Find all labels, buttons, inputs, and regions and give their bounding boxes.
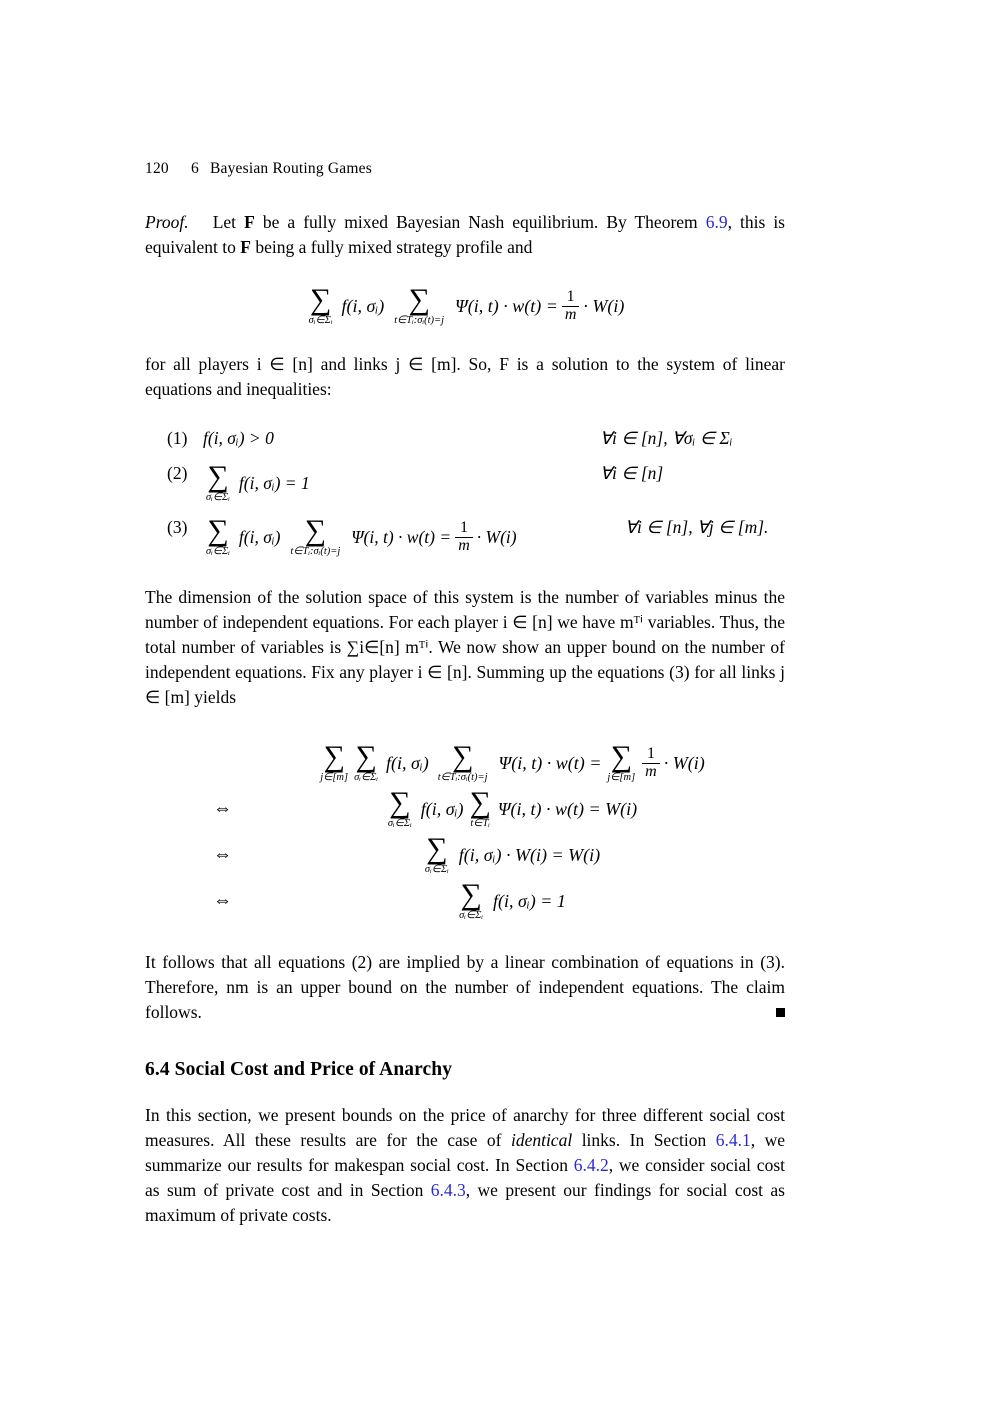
section-link-643[interactable]: 6.4.3 bbox=[430, 1180, 466, 1200]
summation-sigma-d2: ∑ σᵢ∈Σᵢ bbox=[387, 786, 412, 829]
closing-text-b: links. In Section bbox=[572, 1130, 716, 1150]
fraction-one-over-m-3: $\frac{1}{m}$ bbox=[455, 520, 473, 555]
equation-label-1: (1) bbox=[167, 428, 188, 448]
derivation-row-1 bbox=[145, 740, 785, 786]
proof-text-d: being a fully mixed strategy profile and bbox=[250, 237, 533, 257]
symbol-F-2: F bbox=[240, 237, 251, 257]
derivation-row-2 bbox=[145, 786, 785, 832]
psi-term-d2: Ψ(i, t) · w(t) = W(i) bbox=[497, 798, 638, 819]
summation-sigma-d3: ∑ σᵢ∈Σᵢ bbox=[424, 832, 449, 875]
equation-condition-3: ∀i ∈ [n], ∀j ∈ [m]. bbox=[625, 517, 769, 537]
symbol-F-1: F bbox=[244, 212, 255, 232]
equation-body-3c: · W(i) bbox=[476, 526, 517, 547]
summation-sigma-d4: ∑ σᵢ∈Σᵢ bbox=[459, 878, 483, 921]
after-equation-paragraph: for all players i ∈ [n] and links j ∈ [m]. So, F is a solution to the system of linear equations and inequalities: bbox=[145, 354, 785, 399]
summation-sigma-3: ∑ σᵢ∈Σᵢ bbox=[206, 514, 230, 557]
summation-sigma-2: ∑ σᵢ∈Σᵢ bbox=[206, 460, 230, 503]
expression-d3: f(i, σᵢ) · W(i) = W(i) bbox=[458, 844, 601, 865]
section-link-641[interactable]: 6.4.1 bbox=[715, 1130, 751, 1150]
proof-text-c: , this is equivalent to bbox=[145, 212, 785, 257]
equation-item-2 bbox=[145, 460, 785, 503]
theorem-reference-link[interactable]: 6.9 bbox=[705, 212, 728, 232]
identical-emphasis: identical bbox=[510, 1130, 573, 1150]
equation-condition-2: ∀i ∈ [n] bbox=[600, 463, 664, 483]
summation-t-1: ∑ t∈Tᵢ:σᵢ(t)=j bbox=[394, 283, 445, 326]
w-tail-d1: · W(i) bbox=[663, 752, 705, 773]
fraction-one-over-m: $\frac{1}{m}$ bbox=[562, 289, 580, 324]
closing-paragraph bbox=[145, 1103, 785, 1228]
equation-item-3 bbox=[145, 514, 785, 557]
closing-text-e: , we present our findings for social cost as maximum of private costs. bbox=[145, 1180, 785, 1225]
summation-t-d1: ∑ t∈Tᵢ:σᵢ(t)=j bbox=[437, 740, 488, 783]
f-term-d1: f(i, σᵢ) bbox=[386, 752, 429, 773]
page-number: 120 bbox=[145, 160, 169, 177]
psi-term: Ψ(i, t) · w(t) = bbox=[455, 295, 558, 316]
summation-t-3: ∑ t∈Tᵢ:σᵢ(t)=j bbox=[290, 514, 341, 557]
proof-label: Proof. bbox=[145, 212, 189, 232]
iff-symbol-4: ⇔ bbox=[213, 890, 232, 911]
running-head bbox=[145, 160, 785, 178]
derivation-block bbox=[145, 740, 785, 924]
iff-symbol-2: ⇔ bbox=[213, 798, 232, 819]
qed-square bbox=[776, 1008, 785, 1017]
equation-item-1 bbox=[145, 428, 785, 449]
summation-sigma-d1: ∑ σᵢ∈Σᵢ bbox=[354, 740, 378, 783]
equation-condition-1: ∀i ∈ [n], ∀σᵢ ∈ Σᵢ bbox=[600, 428, 733, 448]
summation-j-1: ∑ j∈[m] bbox=[320, 740, 349, 783]
summation-sigma-1: ∑ σᵢ∈Σᵢ bbox=[308, 283, 333, 326]
dimension-paragraph: The dimension of the solution space of this system is the number of variables minus the number of independent equations. For each player i ∈ [n] we have mᵀⁱ variables. Thus, the total number of variables is ∑i∈[n] mᵀⁱ. We now show an upper bound on the number of independent equations. Fix any player i ∈ [n]. Summing up the equations (3) for all links j ∈ [m] yields bbox=[145, 587, 785, 707]
summation-t-d2: ∑ t∈Tᵢ bbox=[469, 786, 491, 829]
derivation-row-3 bbox=[145, 832, 785, 878]
iff-symbol-3: ⇔ bbox=[213, 844, 232, 865]
display-equation-main bbox=[145, 283, 785, 326]
equation-label-3: (3) bbox=[167, 517, 188, 537]
proof-text-a: Let bbox=[212, 212, 245, 232]
summation-j-d1b: ∑ j∈[m] bbox=[607, 740, 636, 783]
section-link-642[interactable]: 6.4.2 bbox=[573, 1155, 609, 1175]
equation-body-3a: f(i, σᵢ) bbox=[238, 526, 281, 547]
f-term: f(i, σᵢ) bbox=[341, 295, 385, 316]
equation-body-3b: Ψ(i, t) · w(t) = bbox=[351, 526, 452, 547]
closing-text-a: In this section, we present bounds on the price of anarchy for three different social cost measures. All these results are for the case of bbox=[145, 1105, 785, 1150]
fraction-one-over-m-d1: $\frac{1}{m}$ bbox=[642, 746, 660, 781]
psi-term-d1: Ψ(i, t) · w(t) = bbox=[498, 752, 602, 773]
equation-list bbox=[145, 428, 785, 557]
expression-d4: f(i, σᵢ) = 1 bbox=[493, 890, 566, 911]
derivation-row-4 bbox=[145, 878, 785, 924]
page-content bbox=[145, 160, 785, 1228]
equation-label-2: (2) bbox=[167, 463, 188, 483]
chapter-number: 6 bbox=[190, 160, 199, 177]
chapter-title: Bayesian Routing Games bbox=[209, 160, 372, 177]
equation-body-2: f(i, σᵢ) = 1 bbox=[238, 472, 310, 493]
closing-text-c: , we summarize our results for makespan social cost. In Section bbox=[145, 1130, 785, 1175]
f-term-d2: f(i, σᵢ) bbox=[420, 798, 464, 819]
section-heading: 6.4 Social Cost and Price of Anarchy bbox=[145, 1059, 453, 1080]
closing-text-d: , we consider social cost as sum of private cost and in Section bbox=[145, 1155, 785, 1200]
equation-body-1: f(i, σᵢ) > 0 bbox=[203, 428, 274, 448]
proof-intro-paragraph bbox=[145, 210, 785, 260]
conclusion-paragraph: It follows that all equations (2) are implied by a linear combination of equations in (3). Therefore, nm is an upper bound on the number of independent equations. The claim follows. bbox=[145, 952, 785, 1022]
proof-text-b: be a fully mixed Bayesian Nash equilibrium. By Theorem bbox=[254, 212, 706, 232]
w-tail: · W(i) bbox=[583, 295, 625, 316]
